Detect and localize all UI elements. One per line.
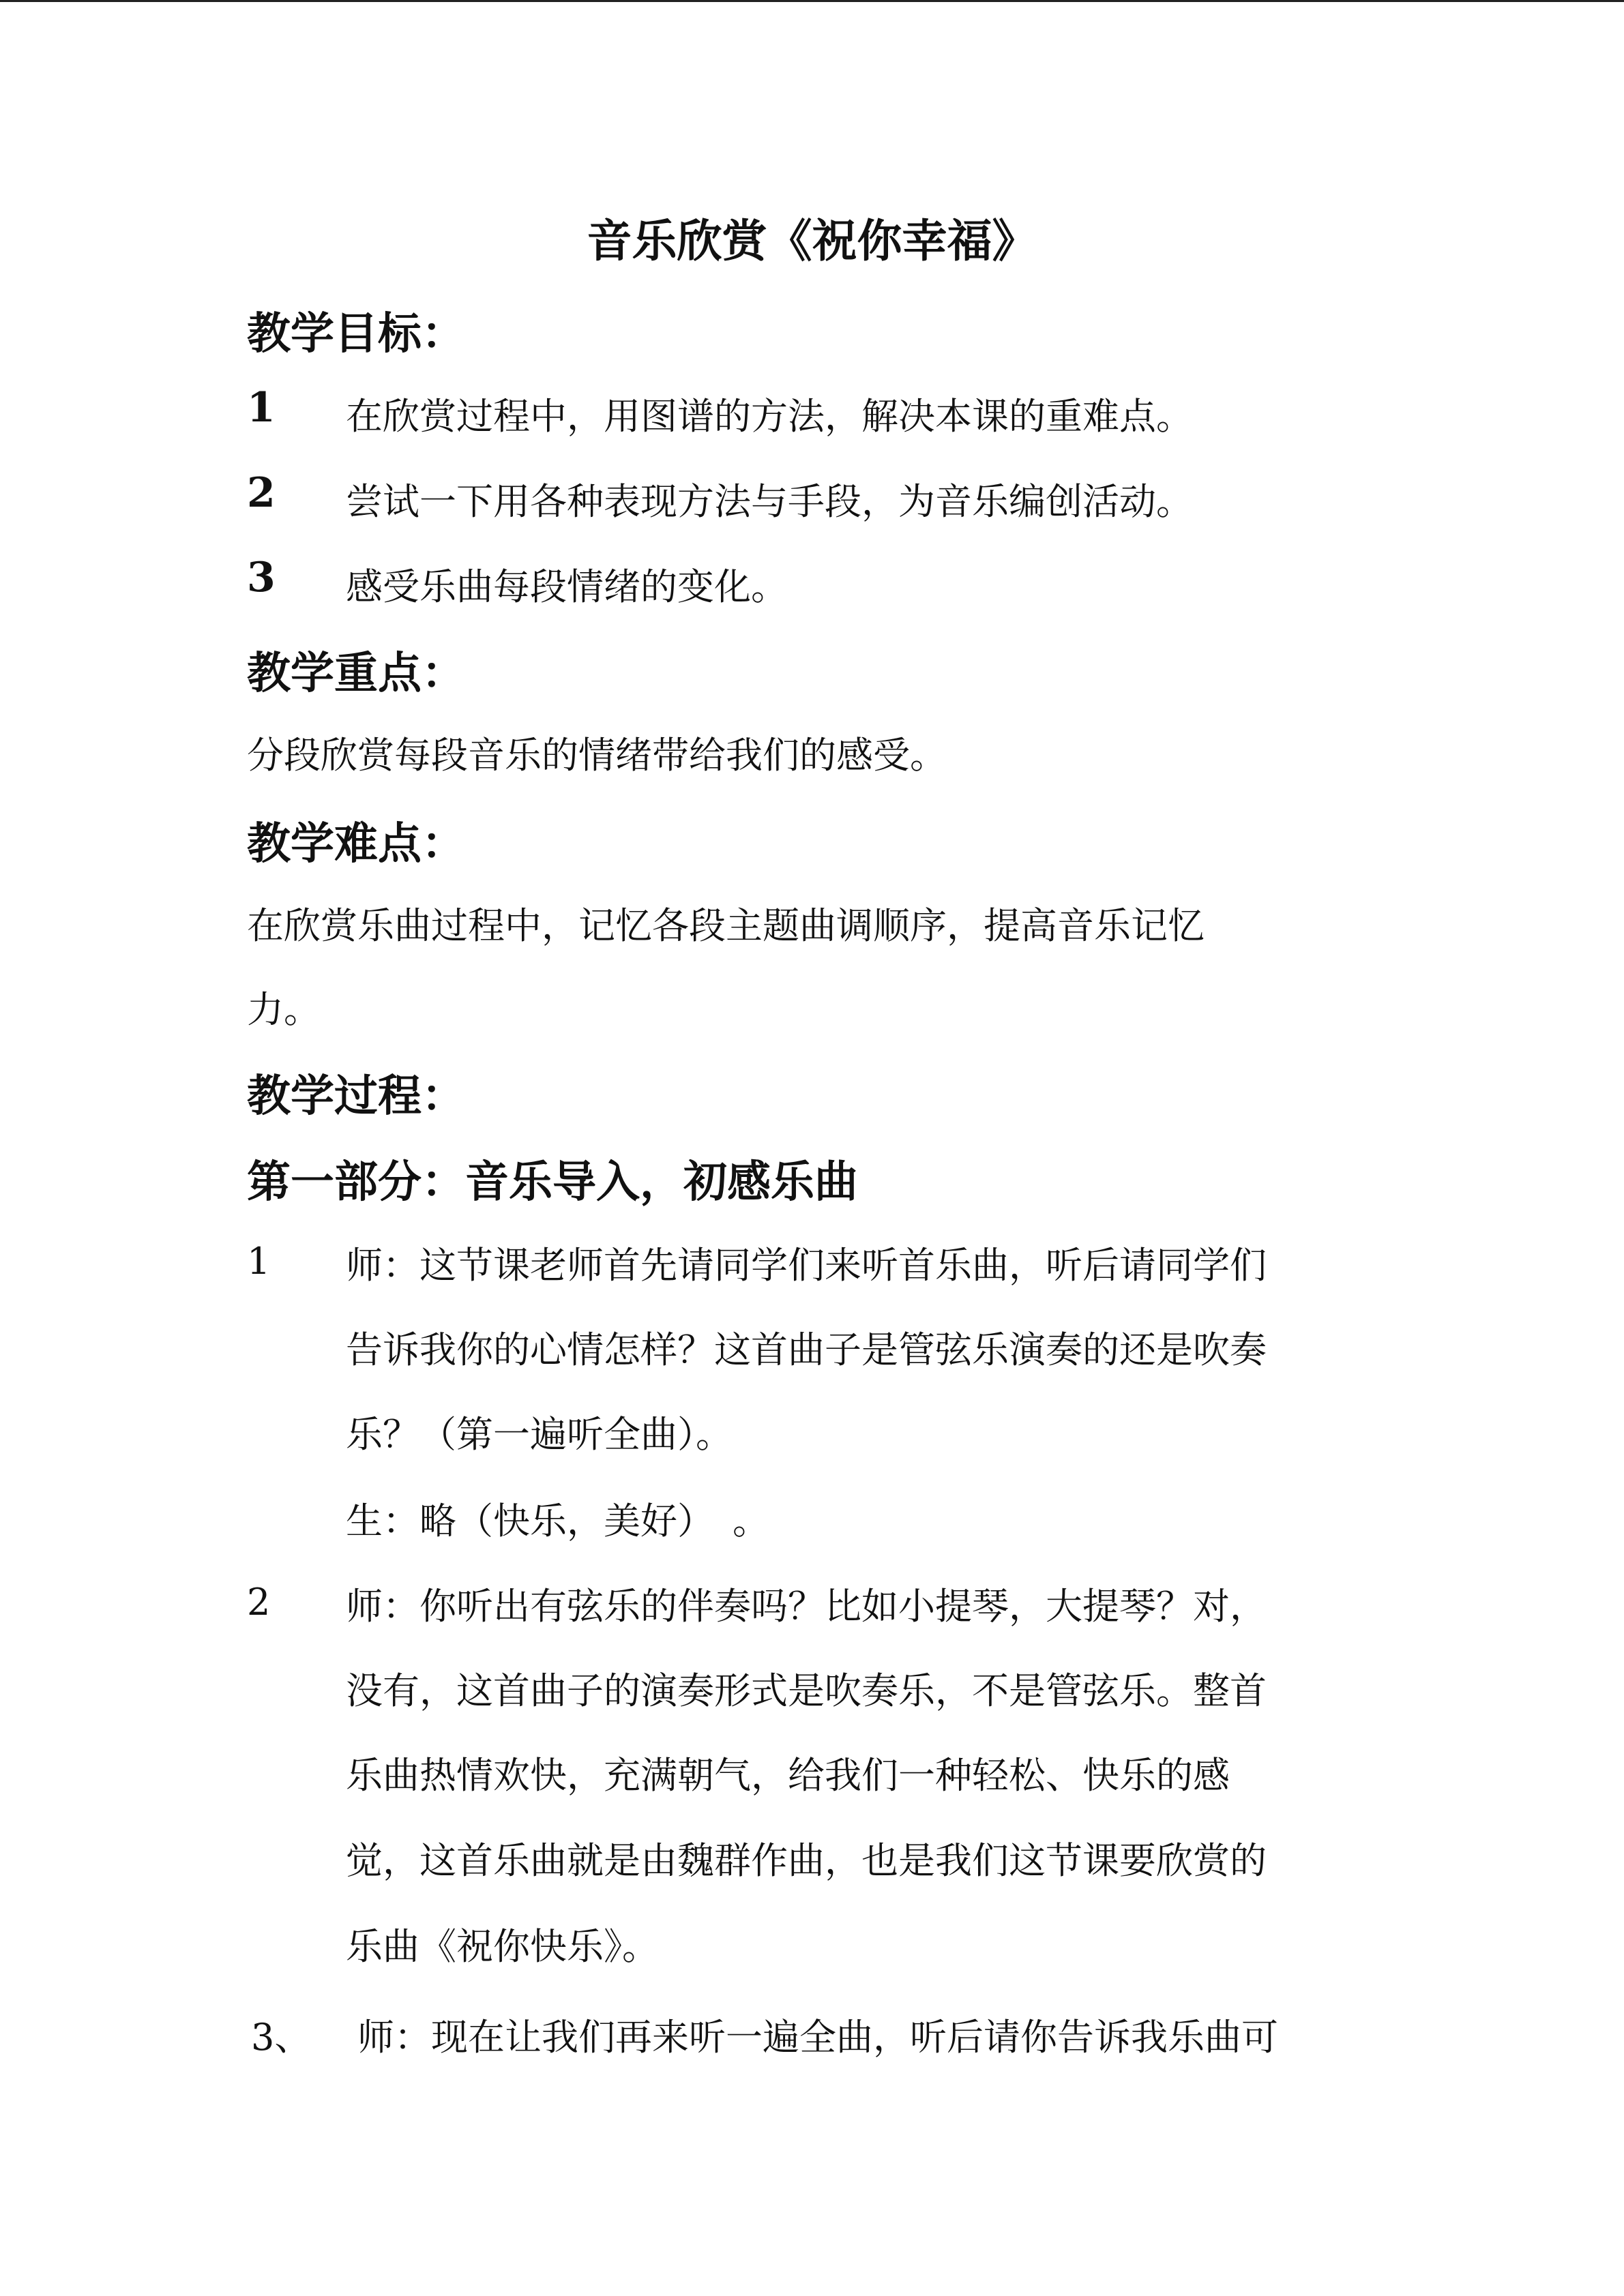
step-text-line: 乐？（第一遍听全曲）。 bbox=[346, 1413, 733, 1456]
step-number: 3、 bbox=[251, 2016, 312, 2059]
step-text-line: 告诉我你的心情怎样？这首曲子是管弦乐演奏的还是吹奏 bbox=[346, 1328, 1267, 1371]
key-points-heading: 教学重点： bbox=[247, 648, 465, 699]
difficulties-text-line: 力。 bbox=[247, 988, 321, 1031]
page-title: 音乐欣赏《祝你幸福》 bbox=[587, 214, 1037, 267]
step-text-line: 觉，这首乐曲就是由魏群作曲，也是我们这节课要欣赏的 bbox=[346, 1839, 1267, 1882]
part1-heading: 第一部分：音乐导入，初感乐曲 bbox=[247, 1157, 858, 1208]
step-text-line: 师：现在让我们再来听一遍全曲，听后请你告诉我乐曲可 bbox=[357, 2016, 1278, 2059]
step-text-line: 师：你听出有弦乐的伴奏吗？比如小提琴，大提琴？对， bbox=[346, 1585, 1267, 1628]
objective-number: 3 bbox=[247, 554, 276, 601]
objective-number: 1 bbox=[247, 384, 276, 432]
objective-text: 尝试一下用各种表现方法与手段，为音乐编创活动。 bbox=[346, 480, 1193, 523]
step-number: 1 bbox=[247, 1240, 271, 1283]
key-points-text: 分段欣赏每段音乐的情绪带给我们的感受。 bbox=[247, 734, 947, 777]
step-text-line: 师：这节课老师首先请同学们来听首乐曲，听后请同学们 bbox=[346, 1244, 1267, 1287]
step-text-line: 没有，这首曲子的演奏形式是吹奏乐，不是管弦乐。整首 bbox=[346, 1669, 1267, 1712]
step-text-line: 生：略（快乐，美好） 。 bbox=[346, 1500, 769, 1542]
process-heading: 教学过程： bbox=[247, 1071, 465, 1122]
objective-text: 感受乐曲每段情绪的变化。 bbox=[346, 565, 788, 608]
step-text-line: 乐曲热情欢快，充满朝气，给我们一种轻松、快乐的感 bbox=[346, 1754, 1230, 1797]
objectives-heading: 教学目标： bbox=[247, 308, 465, 359]
objective-text: 在欣赏过程中，用图谱的方法，解决本课的重难点。 bbox=[346, 395, 1193, 438]
difficulties-heading: 教学难点： bbox=[247, 818, 465, 869]
objective-number: 2 bbox=[247, 469, 276, 517]
step-text-line: 乐曲《祝你快乐》。 bbox=[346, 1925, 659, 1968]
difficulties-text-line: 在欣赏乐曲过程中，记忆各段主题曲调顺序，提高音乐记忆 bbox=[247, 904, 1205, 947]
step-number: 2 bbox=[247, 1581, 271, 1624]
